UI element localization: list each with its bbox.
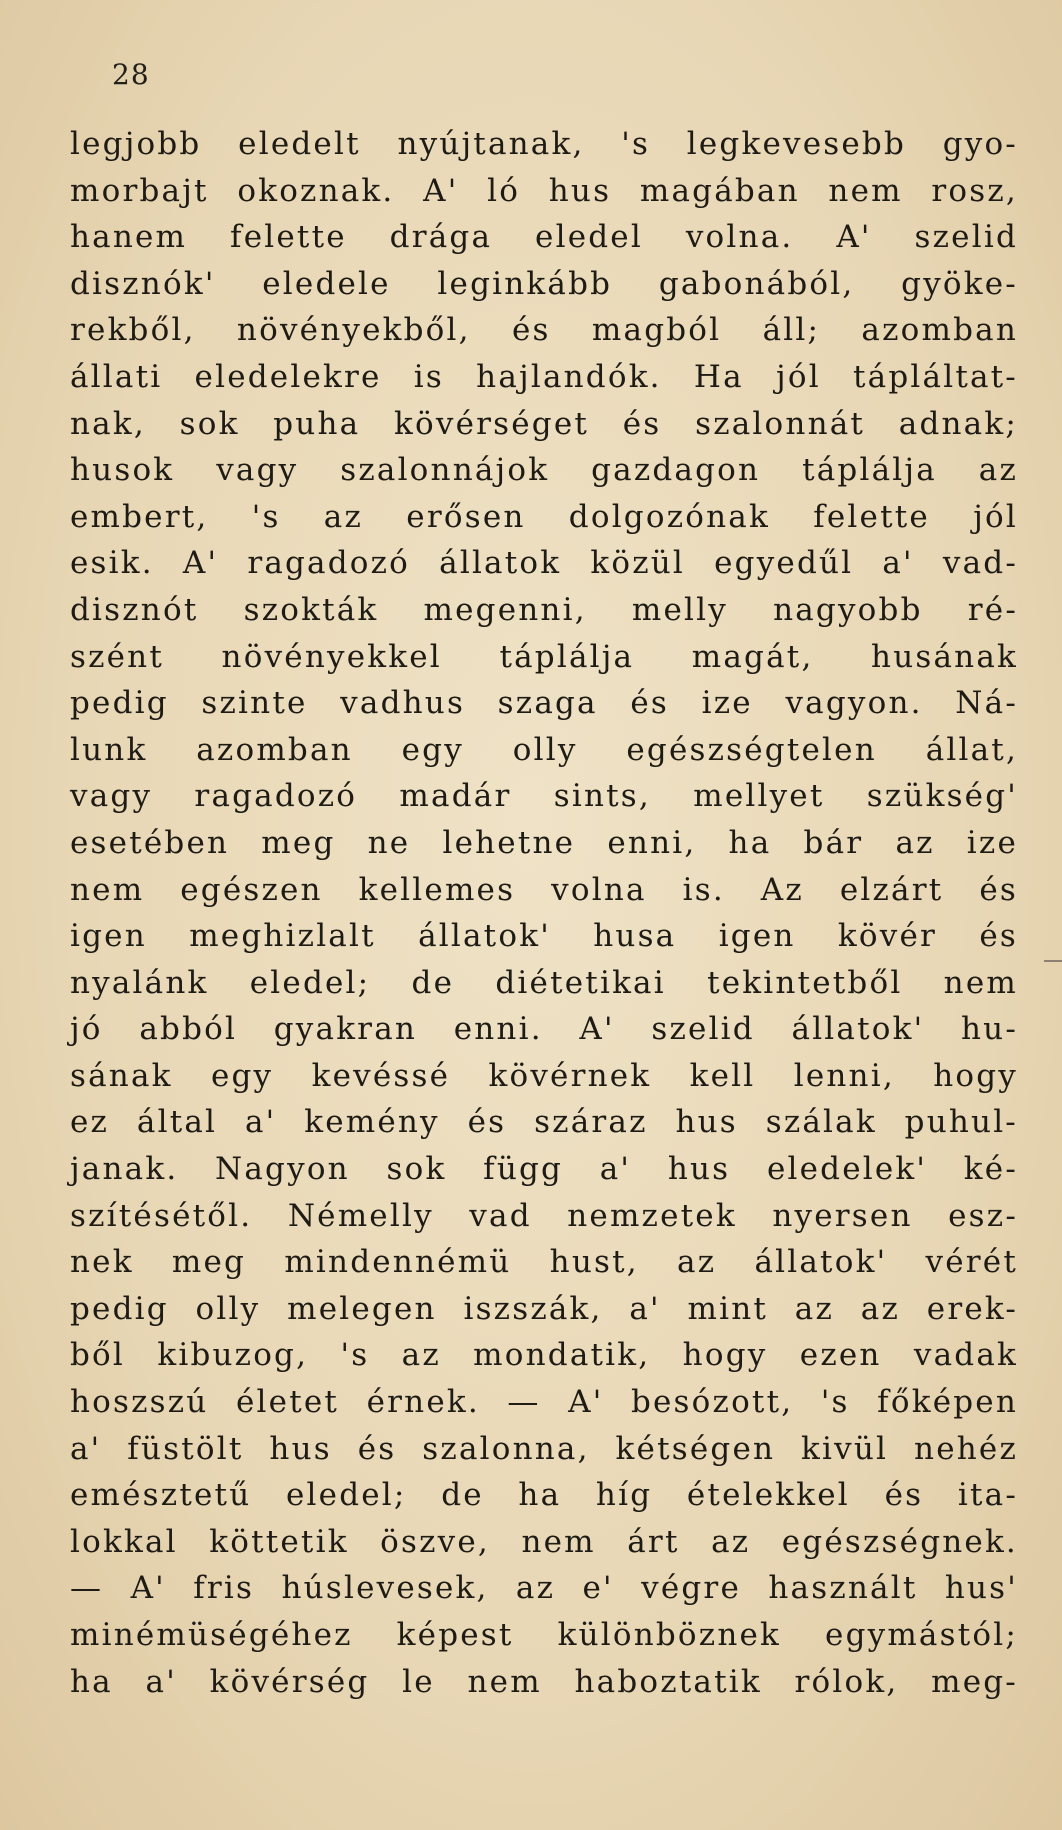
body-text — [70, 121, 1018, 1705]
text-line: emésztetű eledel; de ha híg ételekkel és ita- — [70, 1477, 1018, 1514]
text-line: — A' fris húslevesek, az e' végre használt hus' — [70, 1570, 1018, 1607]
text-line: lunk azomban egy olly egészségtelen állat, — [70, 731, 1018, 768]
text-line: szént növényekkel táplálja magát, husának — [70, 638, 1018, 675]
text-line: embert, 's az erősen dolgozónak felette jól — [70, 498, 1018, 535]
text-line: szítésétől. Némelly vad nemzetek nyersen esz- — [70, 1197, 1018, 1234]
text-line: esetében meg ne lehetne enni, ha bár az ize — [70, 824, 1018, 861]
text-line: ből kibuzog, 's az mondatik, hogy ezen vadak — [70, 1337, 1018, 1374]
text-line: nek meg mindennémü hust, az állatok' vérét — [70, 1244, 1018, 1281]
text-line: hanem felette drága eledel volna. A' szelid — [70, 219, 1018, 256]
text-line: lokkal köttetik öszve, nem árt az egészségnek. — [70, 1523, 1018, 1560]
text-line: pedig olly melegen iszszák, a' mint az az erek- — [70, 1290, 1018, 1327]
text-line: jó abból gyakran enni. A' szelid állatok' hu- — [70, 1011, 1018, 1048]
text-line: rekből, növényekből, és magból áll; azomban — [70, 312, 1018, 349]
text-line: vagy ragadozó madár sints, mellyet szükség' — [70, 778, 1018, 815]
text-line: nak, sok puha kövérséget és szalonnát adnak; — [70, 405, 1018, 442]
text-line: hoszszú életet érnek. — A' besózott, 's főképen — [70, 1384, 1018, 1421]
text-line: nyalánk eledel; de diétetikai tekintetből nem — [70, 964, 1018, 1001]
text-line: nem egészen kellemes volna is. Az elzárt és — [70, 871, 1018, 908]
text-line: a' füstölt hus és szalonna, kétségen kivül nehéz — [70, 1430, 1018, 1467]
text-line: minémüségéhez képest különböznek egymástól; — [70, 1617, 1018, 1653]
text-line: pedig szinte vadhus szaga és ize vagyon. Ná- — [70, 685, 1018, 722]
text-line: ez által a' kemény és száraz hus szálak puhul- — [70, 1104, 1018, 1141]
text-line: disznók' eledele leginkább gabonából, gyöke- — [70, 265, 1018, 302]
text-line: morbajt okoznak. A' ló hus magában nem rosz, — [70, 172, 1018, 209]
text-line: janak. Nagyon sok függ a' hus eledelek' ké- — [70, 1151, 1018, 1188]
page-edge-mark — [1044, 960, 1062, 962]
text-line: disznót szokták megenni, melly nagyobb ré- — [70, 591, 1018, 628]
text-line: sának egy kevéssé kövérnek kell lenni, hogy — [70, 1057, 1018, 1094]
text-line: esik. A' ragadozó állatok közül egyedűl a' vad- — [70, 545, 1018, 582]
text-line: ha a' kövérség le nem haboztatik rólok, meg- — [70, 1663, 1018, 1700]
text-line: legjobb eledelt nyújtanak, 's legkevesebb gyo- — [70, 126, 1018, 162]
text-line: igen meghizlalt állatok' husa igen kövér és — [70, 918, 1018, 955]
page-number: 28 — [112, 58, 150, 91]
text-line: állati eledelekre is hajlandók. Ha jól tápláltat- — [70, 358, 1018, 395]
text-line: husok vagy szalonnájok gazdagon táplálja az — [70, 452, 1018, 489]
